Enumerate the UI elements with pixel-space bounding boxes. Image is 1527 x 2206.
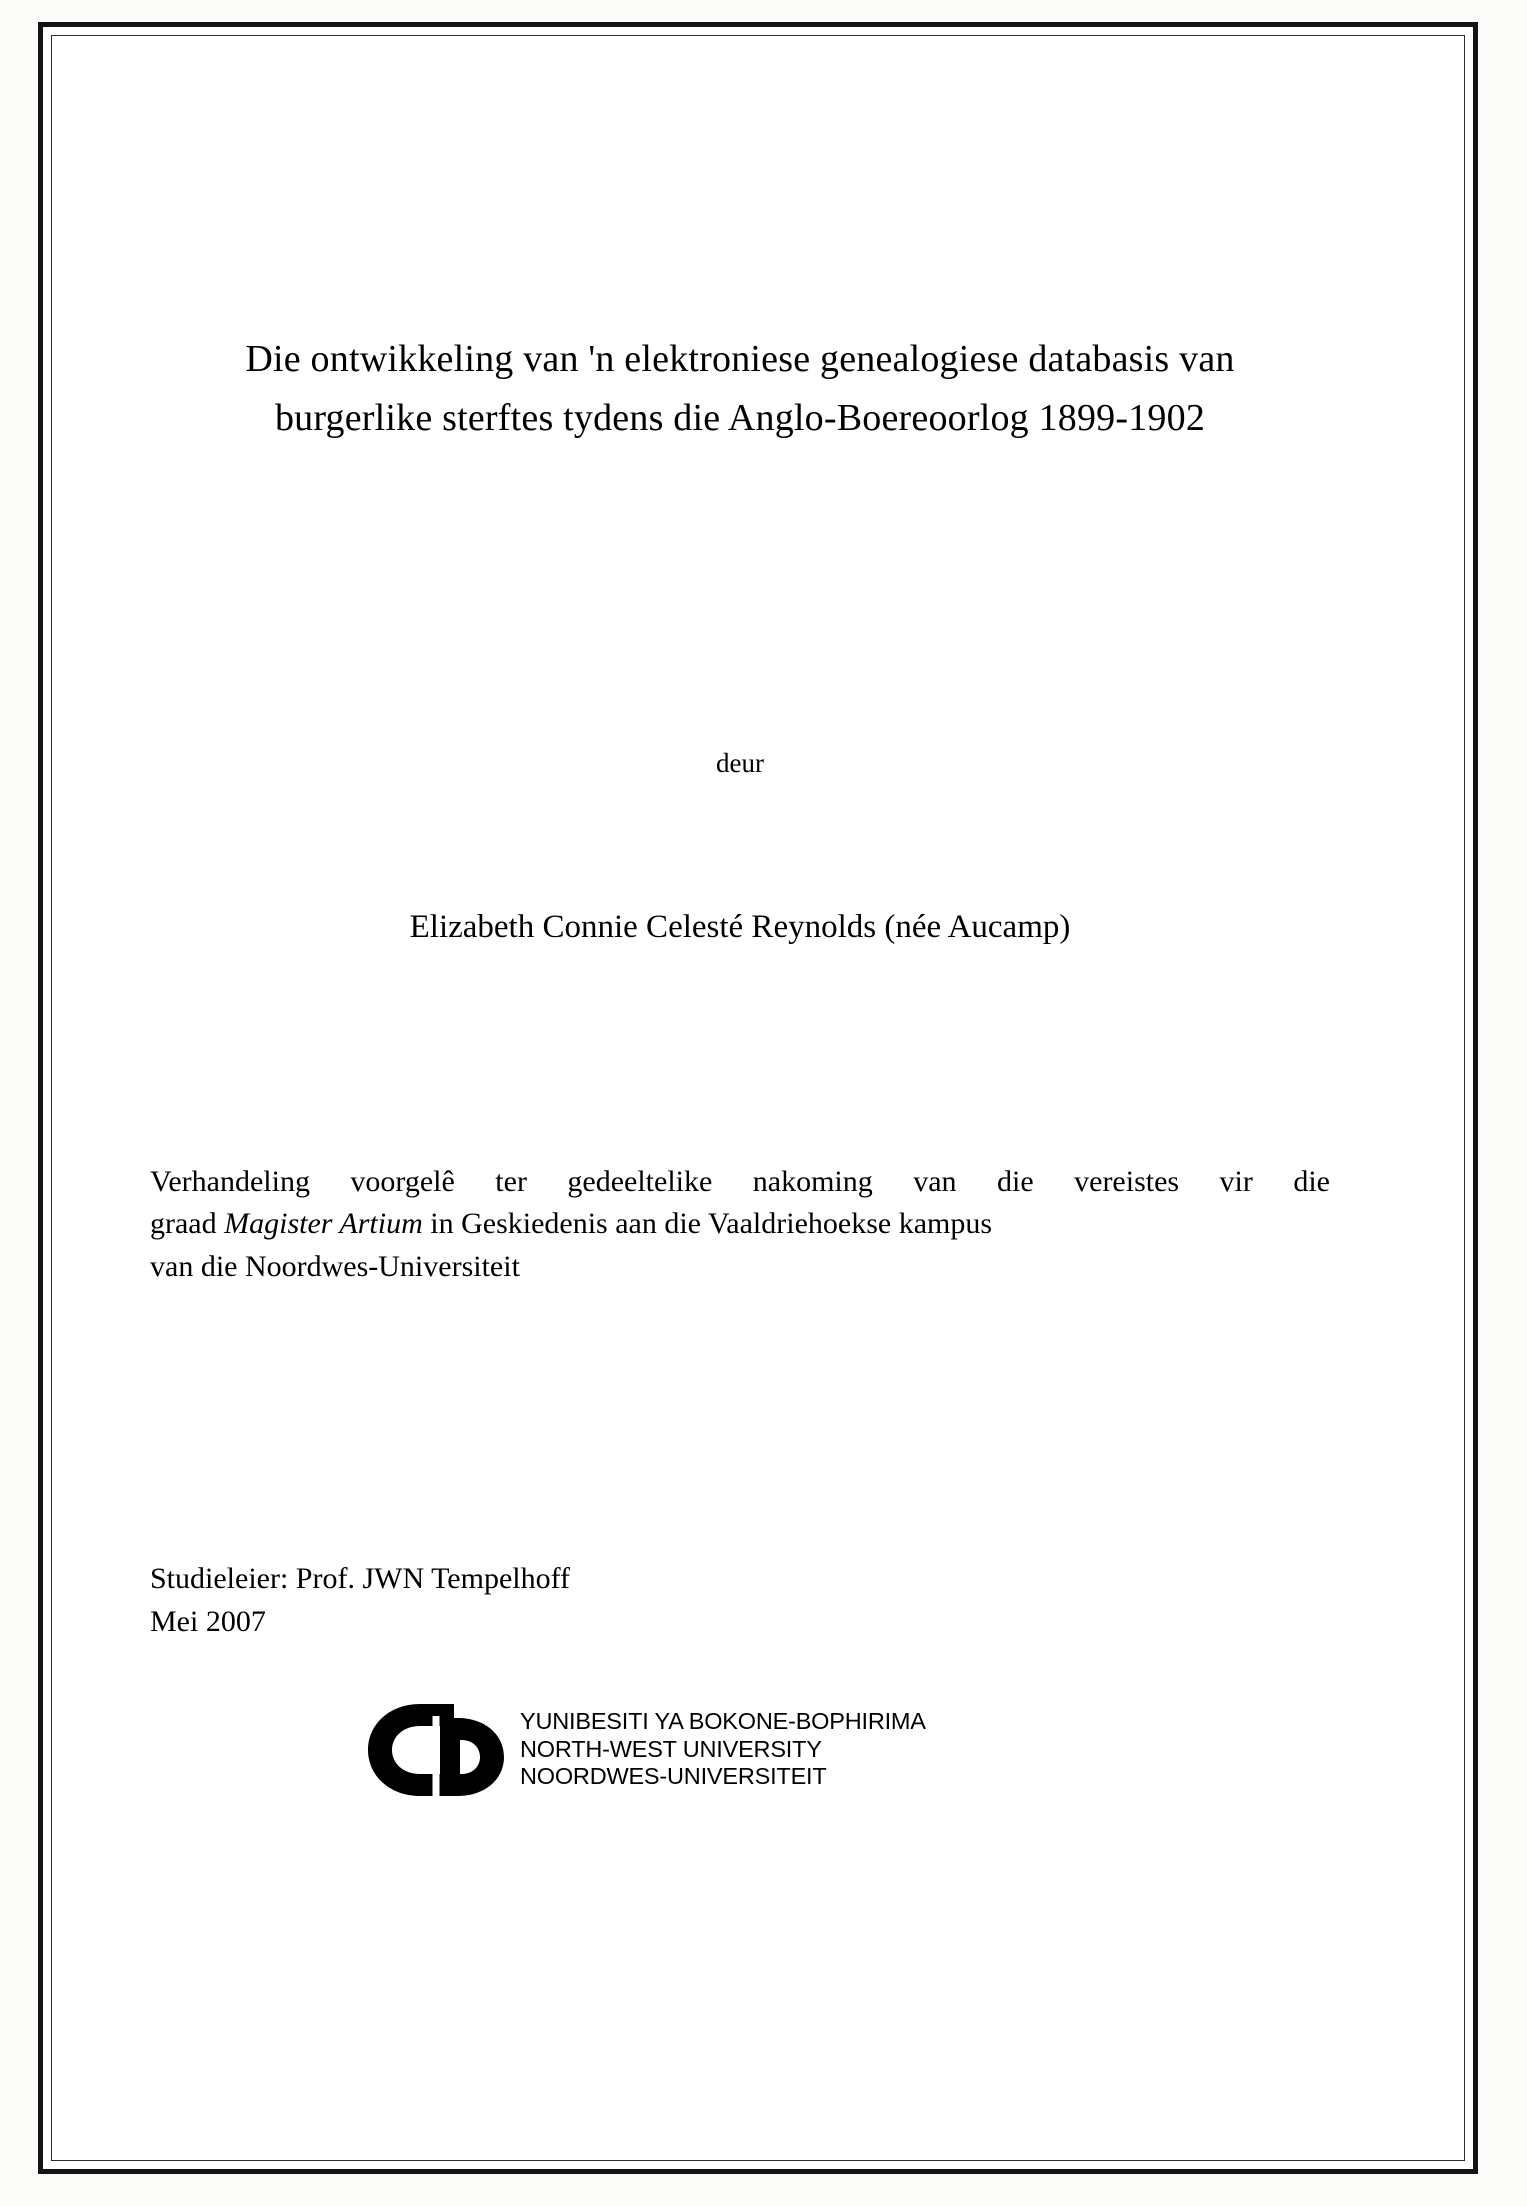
logo-text-line-2: NORTH-WEST UNIVERSITY <box>520 1735 822 1762</box>
submission-line-1: Verhandeling voorgelê ter gedeeltelike nakoming van die vereistes vir die <box>150 1164 1330 1198</box>
title-page-content <box>150 330 1330 1804</box>
submission-date: Mei 2007 <box>150 1605 266 1639</box>
supervisor-block <box>150 1557 1330 1644</box>
submission-line-2-post: in Geskiedenis aan die Vaaldriehoekse kampus <box>422 1207 993 1241</box>
nwu-crescent-logo-icon <box>362 1696 512 1804</box>
degree-name: Magister Artium <box>224 1207 423 1241</box>
university-logo-block <box>362 1696 1330 1804</box>
logo-text-line-3: NOORDWES-UNIVERSITEIT <box>520 1763 827 1790</box>
author-name: Elizabeth Connie Celesté Reynolds (née Aucamp) <box>409 908 1071 945</box>
logo-text-line-1: YUNIBESITI YA BOKONE-BOPHIRIMA <box>520 1708 926 1735</box>
university-logo-text <box>520 1708 926 1790</box>
title-line-1: Die ontwikkeling van 'n elektroniese genealogiese databasis van <box>245 338 1235 380</box>
submission-line-2 <box>150 1203 1330 1246</box>
title-line-2: burgerlike sterftes tydens die Anglo-Boereoorlog 1899-1902 <box>274 396 1206 439</box>
submission-statement <box>150 1161 1330 1289</box>
page-title <box>150 330 1330 448</box>
submission-line-3: van die Noordwes-Universiteit <box>150 1249 520 1283</box>
submission-line-2-pre: graad <box>150 1207 225 1241</box>
by-label: deur <box>716 747 764 778</box>
supervisor-name: Studieleier: Prof. JWN Tempelhoff <box>150 1561 571 1595</box>
